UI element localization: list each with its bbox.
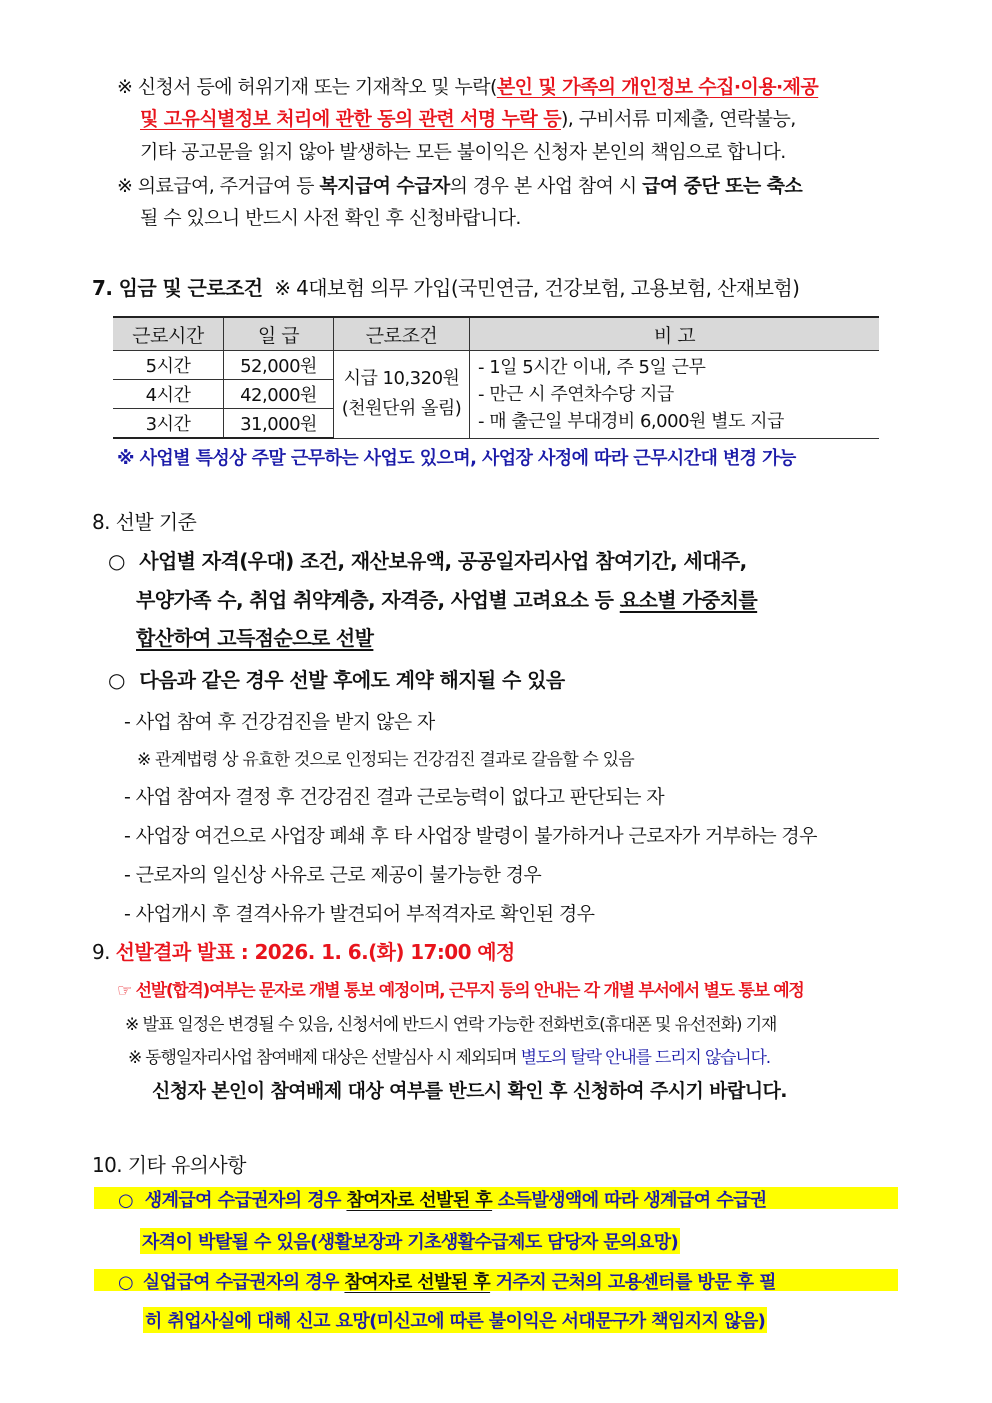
hourly-wage: 시급 10,320원 [343, 368, 460, 390]
daily-wage-cell: 52,000원 [224, 351, 334, 380]
intro-note-2-line1 [117, 171, 802, 198]
section-number: 9. [92, 940, 110, 964]
text: ), 구비서류 미제출, 연락불능, [560, 108, 796, 130]
criteria-bullet-line2 [136, 584, 757, 613]
text: 의료급여, 주거급여 등 [137, 175, 320, 197]
table-header-row [113, 317, 879, 351]
hours-cell: 4시간 [113, 380, 224, 409]
bullet-mark: ○ [108, 549, 125, 573]
underlined-text: 요소별 가중치를 [619, 588, 758, 612]
underlined-text: 참여자로 선발된 후 [346, 1190, 493, 1211]
bullet-mark: ○ [118, 1272, 134, 1293]
announcement-date-title: 선발결과 발표 : 2026. 1. 6.(화) 17:00 예정 [115, 940, 515, 964]
rounding-note: (천원단위 올림) [341, 398, 462, 420]
selection-notice [117, 976, 803, 1001]
blue-emphasis-text: 별도의 탈락 안내를 드리지 않습니다. [520, 1048, 770, 1068]
underlined-text: 참여자로 선발된 후 [344, 1272, 491, 1293]
caution-item-1-line1 [118, 1186, 767, 1212]
remark-item: - 매 출근일 부대경비 6,000원 별도 지급 [478, 410, 784, 432]
intro-note-1-line1 [117, 72, 818, 99]
termination-subnote: ※ 관계법령 상 유효한 것으로 인정되는 건강검진 결과로 갈음할 수 있음 [137, 750, 634, 770]
text: 소득발생액에 따라 생계급여 수급권 [492, 1190, 767, 1211]
bullet-mark: ○ [108, 668, 125, 692]
criteria-bullet-line1 [108, 545, 747, 574]
bold-text: 복지급여 수급자 [319, 175, 450, 197]
reference-mark: ※ [117, 76, 133, 98]
section7-footnote: ※ 사업별 특성상 주말 근무하는 사업도 있으며, 사업장 사정에 따라 근무시간대 변경 가능 [117, 448, 796, 469]
pointing-hand-icon: ☞ [117, 981, 131, 1001]
text: 신청서 등에 허위기재 또는 기재착오 및 누락( [137, 76, 497, 98]
bold-text: 급여 중단 또는 축소 [642, 175, 803, 197]
termination-item: - 사업 참여 후 건강검진을 받지 않은 자 [124, 711, 435, 733]
section-subtitle: ※ 4대보험 의무 가입(국민연금, 건강보험, 고용보험, 산재보험) [274, 276, 800, 300]
intro-note-1-line3: 기타 공고문을 읽지 않아 발생하는 모든 불이익은 신청자 본인의 책임으로 합니다. [140, 141, 786, 163]
text: 의 경우 본 사업 참여 시 [449, 175, 643, 197]
daily-wage-cell: 42,000원 [224, 380, 334, 409]
remarks-cell [470, 351, 880, 439]
caution-item-2-line2: 히 취업사실에 대해 신고 요망(미신고에 따른 불이익은 서대문구가 책임지지 않음) [143, 1307, 767, 1333]
bullet-mark: ○ [118, 1190, 134, 1211]
red-emphasis-text: 본인 및 가족의 개인정보 수집·이용·제공 [496, 76, 819, 98]
column-header: 근로시간 [113, 317, 224, 351]
table-row [113, 351, 879, 380]
applicant-check-note: 신청자 본인이 참여배제 대상 여부를 반드시 확인 후 신청하여 주시기 바랍니다. [152, 1080, 787, 1102]
daily-wage-cell: 31,000원 [224, 409, 334, 439]
text: 사업별 자격(우대) 조건, 재산보유액, 공공일자리사업 참여기간, 세대주, [139, 549, 747, 573]
termination-item: - 근로자의 일신상 사유로 근로 제공이 불가능한 경우 [124, 864, 542, 886]
termination-item: - 사업개시 후 결격사유가 발견되어 부적격자로 확인된 경우 [124, 903, 595, 925]
exclusion-note [128, 1043, 770, 1068]
termination-bullet [108, 664, 565, 693]
column-header: 근로조건 [334, 317, 470, 351]
wage-table [113, 316, 879, 439]
hours-cell: 3시간 [113, 409, 224, 439]
section9-heading [92, 936, 515, 965]
caution-item-2-line1 [118, 1268, 776, 1294]
column-header: 비 고 [470, 317, 880, 351]
text: 부양가족 수, 취업 취약계층, 자격증, 사업별 고려요소 등 [136, 588, 620, 612]
remark-item: - 만근 시 주연차수당 지급 [478, 383, 674, 405]
section10-title: 10. 기타 유의사항 [92, 1153, 246, 1177]
intro-note-1-line2 [140, 104, 796, 131]
text: 생계급여 수급권자의 경우 [144, 1190, 347, 1211]
text: 선발(합격)여부는 문자로 개별 통보 예정이며, 근무지 등의 안내는 각 개별 부서에서 별도 통보 예정 [135, 981, 804, 1001]
condition-cell [334, 351, 470, 439]
termination-item: - 사업장 여건으로 사업장 폐쇄 후 타 사업장 발령이 불가하거나 근로자가 거부하는 경우 [124, 825, 817, 847]
text: 거주지 근처의 고용센터를 방문 후 필 [490, 1272, 776, 1293]
criteria-bullet-line3: 합산하여 고득점순으로 선발 [136, 626, 374, 650]
text: 다음과 같은 경우 선발 후에도 계약 해지될 수 있음 [139, 668, 565, 692]
schedule-note: ※ 발표 일정은 변경될 수 있음, 신청서에 반드시 연락 가능한 전화번호(휴대폰 및 유선전화) 기재 [125, 1015, 777, 1035]
termination-item: - 사업 참여자 결정 후 건강검진 결과 근로능력이 없다고 판단되는 자 [124, 786, 665, 808]
caution-item-1-line2: 자격이 박탈될 수 있음(생활보장과 기초생활수급제도 담당자 문의요망) [140, 1228, 680, 1254]
section-title: 7. 임금 및 근로조건 [92, 276, 263, 300]
red-emphasis-text: 및 고유식별정보 처리에 관한 동의 관련 서명 누락 등 [140, 108, 561, 130]
intro-note-2-line2: 될 수 있으니 반드시 사전 확인 후 신청바랍니다. [140, 207, 521, 229]
hours-cell: 5시간 [113, 351, 224, 380]
text: 실업급여 수급권자의 경우 [142, 1272, 345, 1293]
remark-item: - 1일 5시간 이내, 주 5일 근무 [478, 356, 706, 378]
column-header: 일 급 [224, 317, 334, 351]
reference-mark: ※ [117, 175, 133, 197]
section8-title: 8. 선발 기준 [92, 510, 197, 534]
text: ※ 동행일자리사업 참여배제 대상은 선발심사 시 제외되며 [128, 1048, 521, 1068]
section7-heading [92, 272, 799, 301]
